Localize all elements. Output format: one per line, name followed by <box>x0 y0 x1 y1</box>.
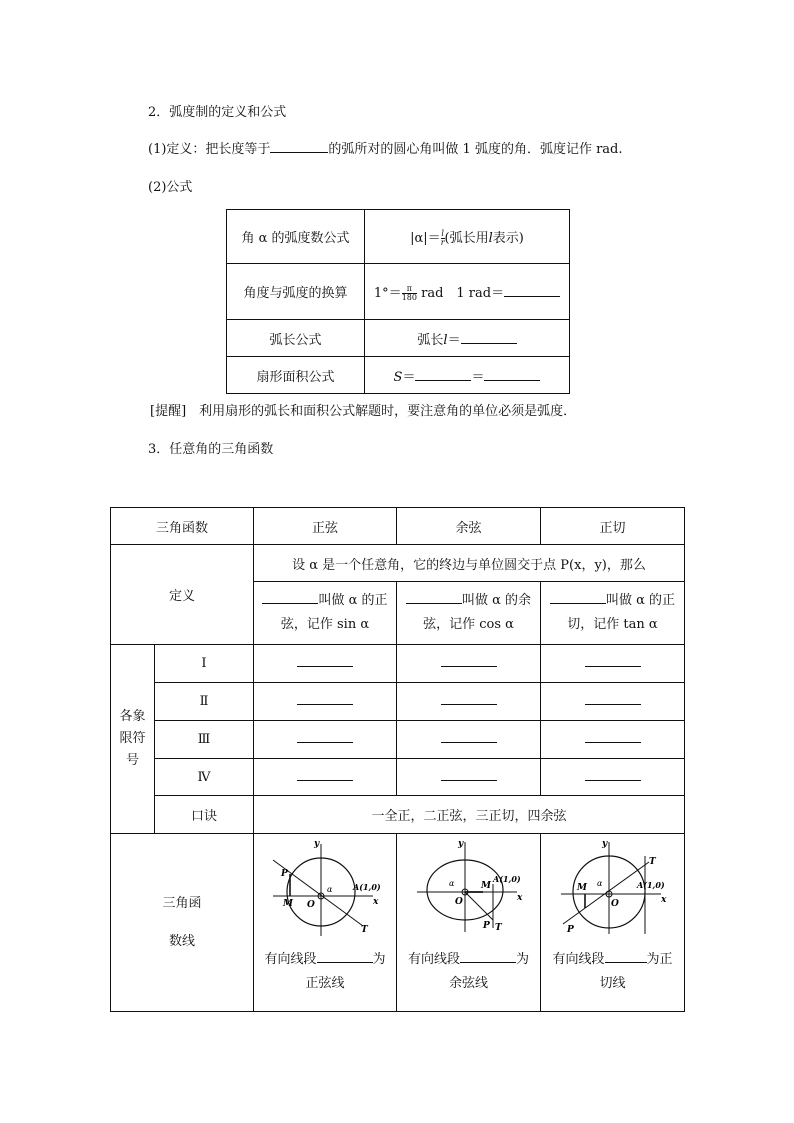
arc-length-eq: ＝ <box>447 332 461 348</box>
arc-note: (弧长用 <box>444 230 489 246</box>
area-blank-2 <box>484 368 540 381</box>
arc-var: l <box>488 230 493 246</box>
definition-suffix: 的弧所对的圆心角叫做 1 弧度的角．弧度记作 rad. <box>328 142 623 157</box>
svg-text:O: O <box>610 899 619 909</box>
area-blank-1 <box>415 368 471 381</box>
row-label-sector-area: 扇形面积公式 <box>227 357 365 394</box>
row-label-radian-formula: 角 α 的弧度数公式 <box>227 210 365 264</box>
degree-eq: 1°＝ <box>373 285 402 301</box>
quadrant-sign-label: 各象 限符 号 <box>111 645 155 834</box>
area-var: S <box>393 369 403 385</box>
svg-text:P: P <box>281 869 288 879</box>
pi-over-180-fraction: $\frac{\pi}{180}$ <box>401 283 417 302</box>
q2-cos-blank <box>397 683 541 721</box>
l-over-r-fraction: $\frac{l}{r}$ <box>440 228 445 247</box>
tip-text: [提醒] 利用扇形的弧长和面积公式解题时，要注意角的单位必须是弧度． <box>150 404 577 419</box>
svg-text:y: y <box>314 839 320 849</box>
q4-tan-blank <box>541 759 685 796</box>
q3-tan-blank <box>541 721 685 759</box>
section-2-heading: 2．弧度制的定义和公式 <box>148 105 287 120</box>
svg-text:x: x <box>373 897 379 907</box>
area-eq1: ＝ <box>402 369 416 385</box>
header-tangent: 正切 <box>541 508 685 545</box>
arc-length-blank <box>461 331 517 344</box>
q1-cos-blank <box>397 645 541 683</box>
svg-text:T: T <box>361 925 368 935</box>
header-cosine: 余弦 <box>397 508 541 545</box>
trig-function-table <box>110 507 685 1012</box>
formula-table <box>226 209 570 394</box>
conversion-cell <box>365 264 570 320</box>
radian-definition <box>148 138 623 157</box>
svg-text:M: M <box>283 899 293 909</box>
header-sine: 正弦 <box>254 508 397 545</box>
radian-formula-cell <box>365 210 570 264</box>
svg-text:α: α <box>596 879 602 888</box>
svg-text:P: P <box>566 925 574 935</box>
arc-length-text: 弧长 <box>417 332 444 348</box>
sine-line-cell: y x P M O α A(1,0) T 有向线段 为 正弦线 <box>254 834 397 1012</box>
arc-length-cell <box>365 320 570 357</box>
svg-text:M: M <box>480 881 491 891</box>
quadrant-2: Ⅱ <box>155 683 254 721</box>
svg-text:O: O <box>454 897 463 907</box>
cosine-line-cell: y x M O α A(1,0) P T 有向线段 为 余弦线 <box>397 834 541 1012</box>
svg-text:M: M <box>576 883 587 893</box>
mnemonic-label: 口诀 <box>155 796 254 834</box>
svg-text:T: T <box>648 857 656 867</box>
q1-sin-blank <box>254 645 397 683</box>
q1-tan-blank <box>541 645 685 683</box>
svg-text:α: α <box>327 885 333 894</box>
quadrant-4: Ⅳ <box>155 759 254 796</box>
formula-heading: (2)公式 <box>148 180 193 195</box>
header-trig: 三角函数 <box>111 508 254 545</box>
q3-sin-blank <box>254 721 397 759</box>
row-label-arc-length: 弧长公式 <box>227 320 365 357</box>
area-eq2: ＝ <box>471 369 485 385</box>
mnemonic: 一全正，二正弦，三正切，四余弦 <box>254 796 685 834</box>
q4-cos-blank <box>397 759 541 796</box>
trig-lines-label: 三角函 数线 <box>111 834 254 1012</box>
sine-line-diagram <box>265 838 385 938</box>
cosine-line-diagram <box>409 838 529 938</box>
section-3-heading: 3．任意角的三角函数 <box>148 442 274 457</box>
svg-text:A(1,0): A(1,0) <box>353 882 381 892</box>
abs-alpha: |α|＝ <box>410 230 441 246</box>
definition-label: 定义 <box>111 545 254 645</box>
svg-text:y: y <box>457 839 463 849</box>
svg-text:A(1,0): A(1,0) <box>636 880 665 890</box>
svg-text:P: P <box>482 921 490 931</box>
cosine-definition: 叫做 α 的余 弦，记作 cos α <box>397 582 541 645</box>
svg-text:T: T <box>494 923 502 933</box>
sine-definition: 叫做 α 的正 弦，记作 sin α <box>254 582 397 645</box>
q2-tan-blank <box>541 683 685 721</box>
sector-area-cell <box>365 357 570 394</box>
arc-note-end: 表示) <box>492 230 524 246</box>
svg-text:x: x <box>516 893 522 903</box>
tangent-line-diagram <box>553 838 673 938</box>
definition-blank <box>270 140 328 153</box>
tangent-line-cell: y x T M O α A(1,0) P 有向线段 为正 切线 <box>541 834 685 1012</box>
quadrant-3: Ⅲ <box>155 721 254 759</box>
rad-blank <box>504 284 560 297</box>
definition-prefix: (1)定义：把长度等于 <box>148 142 271 157</box>
tangent-definition: 叫做 α 的正 切，记作 tan α <box>541 582 685 645</box>
rad-eq: rad 1 rad＝ <box>421 285 505 301</box>
q4-sin-blank <box>254 759 397 796</box>
svg-text:x: x <box>660 895 666 905</box>
arc-length-var: l <box>443 332 448 348</box>
q3-cos-blank <box>397 721 541 759</box>
svg-text:α: α <box>448 879 454 888</box>
svg-text:y: y <box>601 839 607 849</box>
q2-sin-blank <box>254 683 397 721</box>
quadrant-1: Ⅰ <box>155 645 254 683</box>
row-label-conversion: 角度与弧度的换算 <box>227 264 365 320</box>
definition-text: 设 α 是一个任意角，它的终边与单位圆交于点 P(x，y)，那么 <box>254 545 685 582</box>
svg-text:O: O <box>307 900 315 910</box>
svg-text:A(1,0): A(1,0) <box>492 874 521 884</box>
